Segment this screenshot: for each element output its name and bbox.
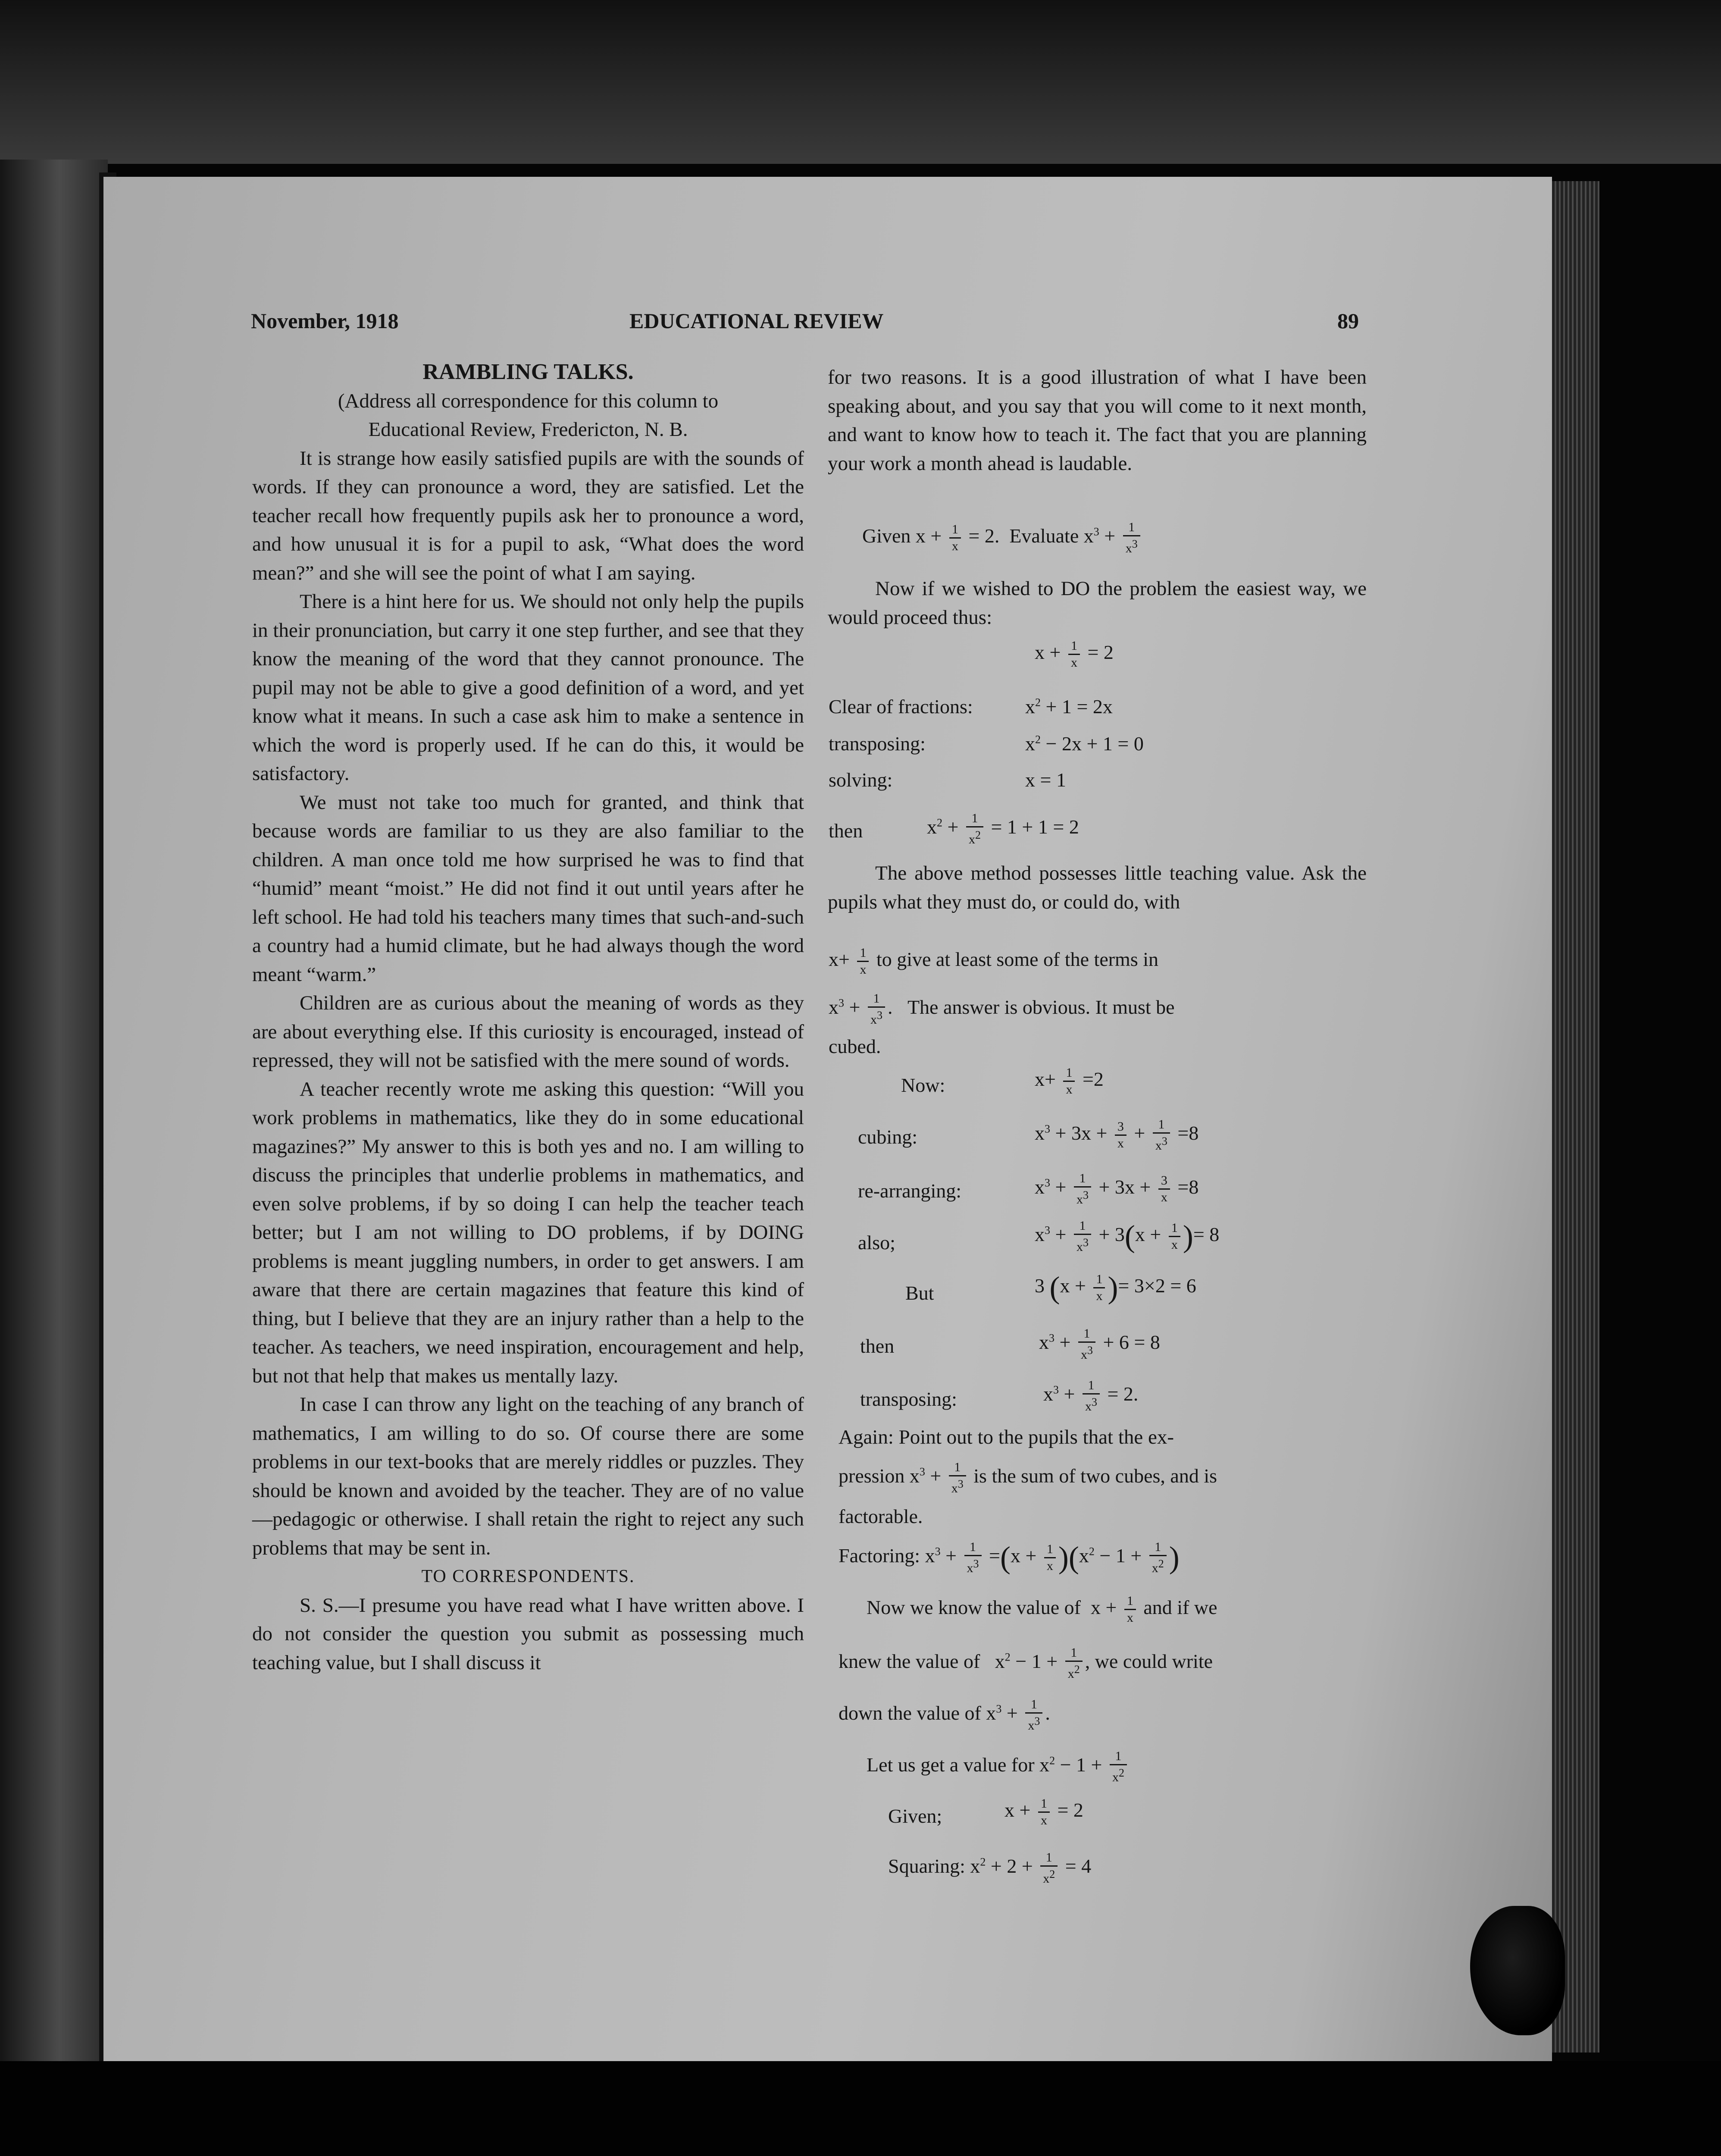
header-title: EDUCATIONAL REVIEW: [629, 309, 884, 333]
step-label: then: [860, 1335, 895, 1357]
address-line-2: Educational Review, Fredericton, N. B.: [368, 418, 688, 441]
equation-line: $x^3$ + $\frac{1}{x^3}$ + 3(x + $\frac{1}{x}$ )= 8: [1035, 1219, 1220, 1254]
equation-line: $x^2 + 1 = 2x$: [1025, 696, 1113, 718]
page-number: 89: [1337, 309, 1359, 333]
equation-line: $x^3$ + $\frac{1}{x^3}$ + 6 = 8: [1039, 1326, 1160, 1362]
equation-line: x + $\frac{1}{x}$ = 2: [1004, 1796, 1083, 1827]
paragraph: In case I can throw any light on the teaching of any branch of mathematics, I am willing to do so. Of course there are some problems in our text-books that are merely riddles or puzzles. They should be known and avoided by the teacher. They are of no value—pedagogic or otherwise. I shall retain the right to reject any such problems that may be sent in.: [252, 1393, 804, 1559]
squaring-equation: Squaring: $x^2 + 2$ + $\frac{1}{x^2}$ = 4: [888, 1850, 1092, 1886]
text-with-math: pression $x^3$ + $\frac{1}{x^3}$ is the sum of two cubes, and is: [839, 1460, 1217, 1495]
method-paragraph: The above method possesses little teaching value. Ask the pupils what they must do, or could do, with: [828, 862, 1367, 913]
step-label: Clear of fractions:: [829, 696, 973, 718]
paragraph: S. S.—I presume you have read what I have written above. I do not consider the question you submit as possessing much teaching value, but I shall discuss it: [252, 1594, 804, 1674]
column-heading: RAMBLING TALKS.: [422, 360, 634, 384]
address-line-1: (Address all correspondence for this column to: [338, 389, 719, 412]
paragraph: It is strange how easily satisfied pupils are with the sounds of words. If they can pronounce a word, they are satisfied. Let the teacher recall how frequently pupils ask her to pronounce a word, and how unusual it is for a pupil to ask, “What does the word mean?” and she will see the point of what I am saying.: [252, 447, 804, 584]
equation-line: x + $\frac{1}{x}$ = 2: [1035, 639, 1114, 670]
scan-background-top: [0, 0, 1721, 164]
paragraph: Children are as curious about the meaning of words as they are about everything else. If this curiosity is encouraged, instead of repressed, they will not be satisfied with the mere sound of words.: [252, 992, 804, 1072]
given-equation: Given x + $\frac{1}{x}$ = 2. Evaluate $x^3$ + $\frac{1}{x^3}$: [862, 520, 1143, 556]
step-label: But: [905, 1282, 934, 1304]
step-label: solving:: [829, 769, 893, 791]
step-label: cubing:: [858, 1126, 917, 1148]
equation-line: $x^3$ + $\frac{1}{x^3}$ + 3x + $\frac{3}{x}$ =8: [1035, 1171, 1199, 1206]
now-paragraph: Now if we wished to DO the problem the easiest way, we would proceed thus:: [828, 577, 1367, 629]
left-column: [252, 358, 804, 1677]
paragraph: A teacher recently wrote me asking this question: “Will you work problems in mathematics, like they do in some educational magazines?” My answer to this is both yes and no. I am willing to discuss the principles that underlie problems in mathematics, and even solve problems, if by so doing I can help the teacher teach better; but I am not willing to DO problems, if by DOING problems is meant juggling numbers, in order to get answers. I am aware that there are certain magazines that feature this kind of thing, but I believe that they are an injury rather than a help to the teacher. As teachers, we need inspiration, encouragement and help, but not that help that makes us mentally lazy.: [252, 1078, 804, 1387]
text-with-math: x+ $\frac{1}{x}$ to give at least some of the terms in: [829, 946, 1159, 977]
paragraph: for two reasons. It is a good illustration of what I have been speaking about, and you say that you will come to it next month, and want to know how to teach it. The fact that you are planning your work a month ahead is laudable.: [828, 366, 1367, 475]
header-date: November, 1918: [251, 309, 399, 333]
correspondents-heading: TO CORRESPONDENTS.: [421, 1567, 635, 1586]
facing-page-edge: [0, 160, 108, 2083]
paragraph: There is a hint here for us. We should not only help the pupils in their pronunciation, but carry it one step further, and see that they know the meaning of the word that they cannot pronounce. The pupil may not be able to give a good definition of a word, and yet know what it means. In such a case ask him to make a sentence in which the word is properly used. If he can do this, it would be satisfactory.: [252, 590, 804, 785]
equation-line: 3 (x + $\frac{1}{x}$ )= 3×2 = 6: [1035, 1270, 1196, 1305]
step-label: re-arranging:: [858, 1180, 962, 1202]
step-label: then: [829, 820, 863, 842]
step-label: also;: [858, 1232, 895, 1253]
text-with-math: $x^3$ + $\frac{1}{x^3}$ . The answer is obvious. It must be: [829, 991, 1175, 1027]
equation-line: $x^2 - 2x + 1 = 0$: [1025, 733, 1144, 755]
equation-line: x = 1: [1025, 769, 1066, 791]
equation-line: $x^2$ + $\frac{1}{x^2}$ = 1 + 1 = 2: [927, 811, 1079, 846]
paragraph: We must not take too much for granted, and think that because words are familiar to us they are also familiar to the children. A man once told me how surprised he was to find that “humid” meant “moist.” He did not find it out until years after he left school. He had told his teachers many times that such-and-such a country had a humid climate, but he had always though the word meant “warm.”: [252, 791, 804, 986]
step-label: Given;: [888, 1805, 942, 1827]
right-column-intro: [828, 363, 1367, 478]
factorable-text: factorable.: [839, 1505, 923, 1527]
text-with-math: Now we know the value of x + $\frac{1}{x}$ and if we: [867, 1594, 1217, 1625]
text-with-math: down the value of $x^3$ + $\frac{1}{x^3}$ .: [839, 1697, 1050, 1733]
again-line: Again: Point out to the pupils that the ex-: [839, 1426, 1174, 1448]
step-label: Now:: [901, 1074, 945, 1096]
factoring-equation: Factoring: $x^3$ + $\frac{1}{x^3}$ =(x + $\frac{1}{x}$ )($x^2 - 1$ + $\frac{1}{x^2}$ ): [839, 1540, 1180, 1575]
scan-background-bottom: [0, 2061, 1721, 2156]
step-label: transposing:: [860, 1388, 957, 1410]
equation-line: $x^3 + 3x$ + $\frac{3}{x}$ + $\frac{1}{x^3}$ =8: [1035, 1117, 1199, 1153]
text-with-math: Let us get a value for $x^2 - 1$ + $\frac{1}{x^2}$: [867, 1749, 1130, 1785]
page-stack-edge: [1552, 181, 1599, 2053]
equation-line: x+ $\frac{1}{x}$ =2: [1035, 1065, 1104, 1097]
step-label: transposing:: [829, 733, 926, 755]
cubed-text: cubed.: [829, 1035, 881, 1057]
text-with-math: knew the value of $x^2 - 1$ + $\frac{1}{x^2}$ , we could write: [839, 1645, 1213, 1681]
equation-line: $x^3$ + $\frac{1}{x^3}$ = 2.: [1043, 1378, 1139, 1413]
